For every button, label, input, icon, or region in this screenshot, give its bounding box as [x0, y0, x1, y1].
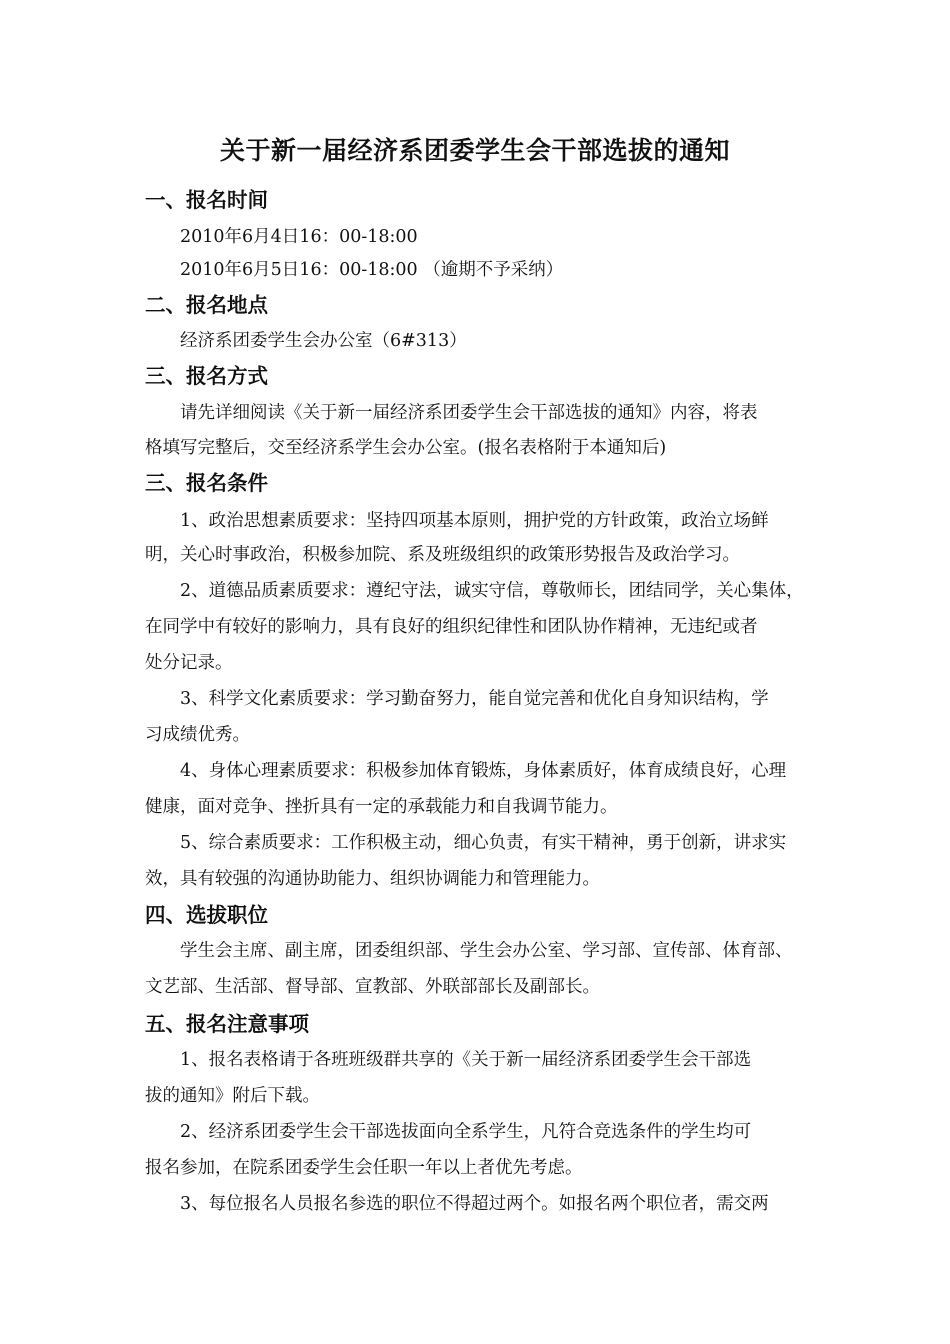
note-2-line-2: 报名参加，在院系团委学生会任职一年以上者优先考虑。 [145, 1158, 583, 1178]
note-3-line-1: 3、每位报名人员报名参选的职位不得超过两个。如报名两个职位者，需交两 [180, 1194, 769, 1214]
positions-line-1: 学生会主席、副主席，团委组织部、学生会办公室、学习部、宣传部、体育部、 [180, 941, 793, 961]
section-heading-notes: 五、报名注意事项 [145, 1012, 309, 1036]
section-heading-time: 一、报名时间 [145, 188, 268, 212]
positions-line-2: 文艺部、生活部、督导部、宣教部、外联部部长及副部长。 [145, 977, 600, 997]
section-heading-positions: 四、选拔职位 [145, 903, 268, 927]
note-2-line-1: 2、经济系团委学生会干部选拔面向全系学生，凡符合竞选条件的学生均可 [180, 1122, 752, 1142]
condition-1-line-2: 明，关心时事政治，积极参加院、系及班级组织的政策形势报告及政治学习。 [145, 545, 740, 565]
method-line-1: 请先详细阅读《关于新一届经济系团委学生会干部选拔的通知》内容，将表 [180, 403, 758, 423]
time-line-2: 2010年6月5日16：00-18:00 （逾期不予采纳） [180, 260, 564, 280]
method-line-2: 格填写完整后，交至经济系学生会办公室。(报名表格附于本通知后) [145, 438, 667, 458]
condition-2-line-2: 在同学中有较好的影响力，具有良好的组织纪律性和团队协作精神，无违纪或者 [145, 617, 758, 637]
place-line-1: 经济系团委学生会办公室（6#313） [180, 331, 467, 351]
condition-5-line-2: 效，具有较强的沟通协助能力、组织协调能力和管理能力。 [145, 869, 600, 889]
document-title: 关于新一届经济系团委学生会干部选拔的通知 [219, 136, 730, 165]
section-heading-method: 三、报名方式 [145, 364, 268, 388]
note-1-line-2: 拔的通知》附后下载。 [145, 1086, 320, 1106]
condition-4-line-2: 健康，面对竞争、挫折具有一定的承载能力和自我调节能力。 [145, 797, 618, 817]
condition-3-line-1: 3、科学文化素质要求：学习勤奋努力，能自觉完善和优化自身知识结构，学 [180, 689, 769, 709]
condition-3-line-2: 习成绩优秀。 [145, 725, 250, 745]
note-1-line-1: 1、报名表格请于各班班级群共享的《关于新一届经济系团委学生会干部选 [180, 1050, 752, 1070]
time-line-1: 2010年6月4日16：00-18:00 [180, 227, 418, 247]
condition-1-line-1: 1、政治思想素质要求：坚持四项基本原则，拥护党的方针政策，政治立场鲜 [180, 511, 769, 531]
condition-2-line-3: 处分记录。 [145, 653, 233, 673]
section-heading-conditions: 三、报名条件 [145, 471, 268, 495]
condition-2-line-1: 2、道德品质素质要求：遵纪守法，诚实守信，尊敬师长，团结同学，关心集体， [180, 581, 804, 601]
condition-5-line-1: 5、综合素质要求：工作积极主动，细心负责，有实干精神，勇于创新，讲求实 [180, 833, 787, 853]
section-heading-place: 二、报名地点 [145, 293, 268, 317]
condition-4-line-1: 4、身体心理素质要求：积极参加体育锻炼，身体素质好，体育成绩良好，心理 [180, 761, 787, 781]
